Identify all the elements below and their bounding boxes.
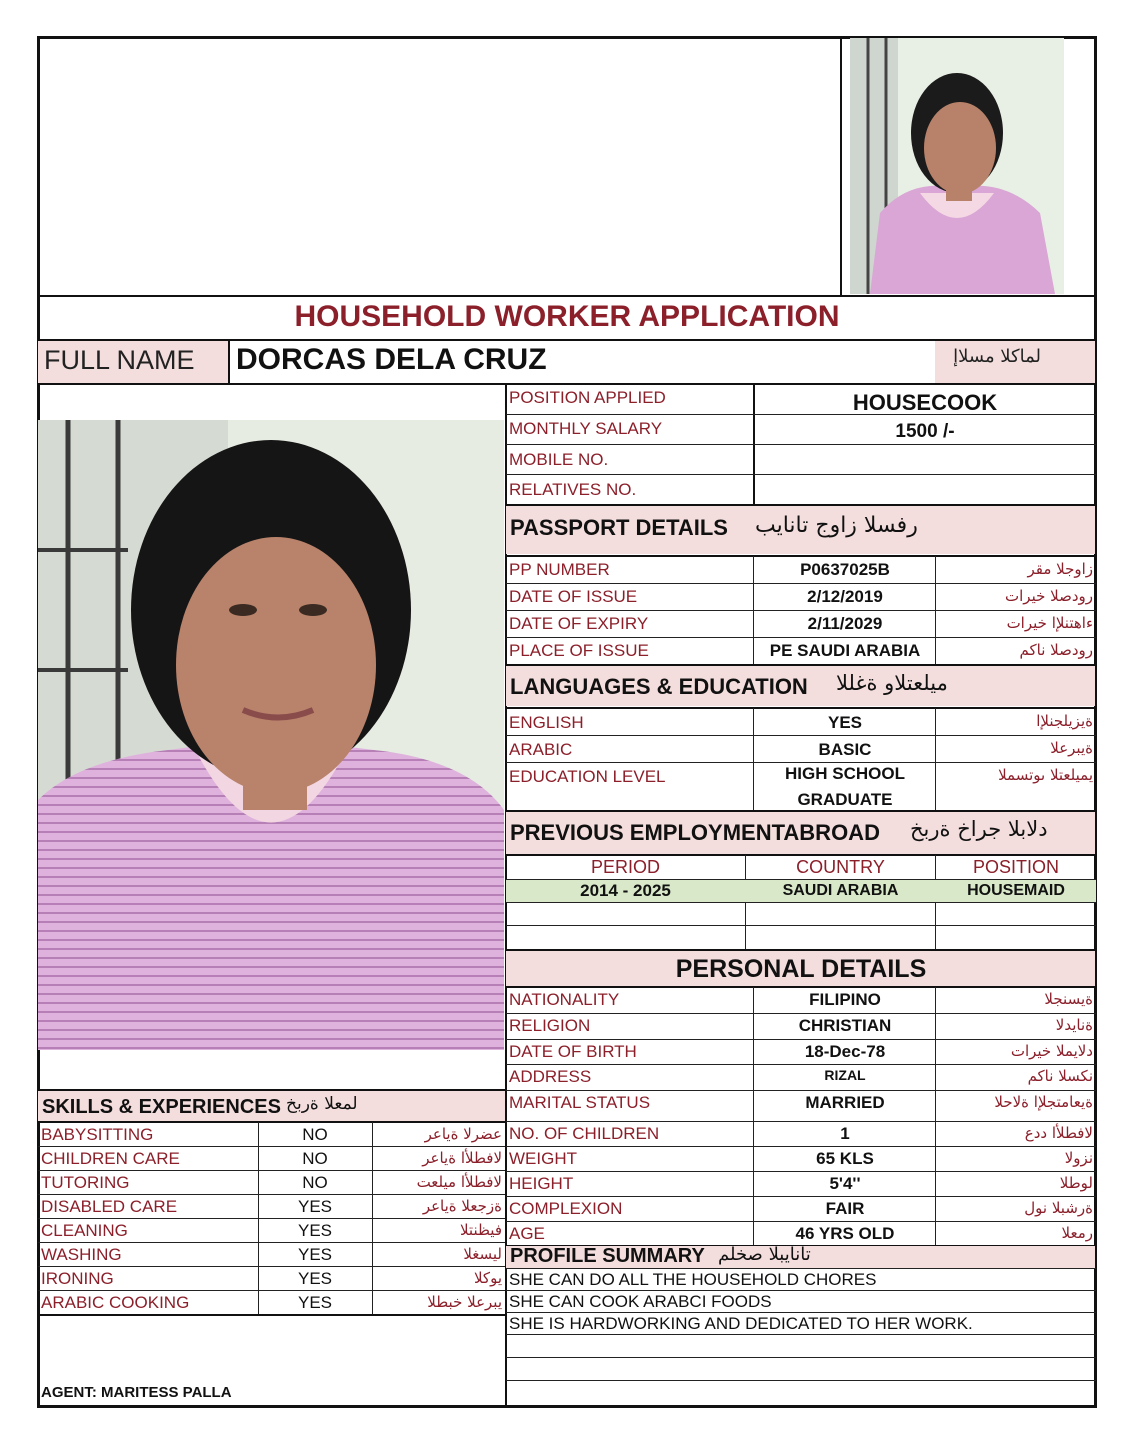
- top-divider: [840, 38, 842, 296]
- passport-row-arabic: رودصلا خيرات: [1005, 587, 1093, 605]
- personal-row-value: FILIPINO: [809, 990, 881, 1009]
- row-line: [506, 1221, 1096, 1222]
- mobile-no-label: MOBILE NO.: [509, 450, 609, 469]
- row-line: [506, 414, 1096, 415]
- personal-row-arabic: ةيعامتجلإا ةلاحلا: [994, 1093, 1093, 1111]
- passport-row-label: DATE OF EXPIRY: [509, 614, 649, 633]
- passport-row-label: PP NUMBER: [509, 560, 610, 579]
- passport-row-arabic: ءاهتنلإا خيرات: [1006, 614, 1093, 632]
- education-level-arabic: يميلعتلا ىوتسملا: [998, 766, 1093, 784]
- personal-row-label: RELIGION: [509, 1016, 591, 1035]
- row-line: [506, 1268, 1096, 1269]
- skill-row-value: YES: [297, 1197, 333, 1216]
- passport-row-label: PLACE OF ISSUE: [509, 641, 649, 660]
- row-line: [506, 610, 1096, 611]
- personal-row-arabic: لافطلأا ددع: [1024, 1124, 1093, 1142]
- skills-arabic-title: لمعلا ةربخ: [286, 1094, 358, 1114]
- personal-row-arabic: رمعلا: [1061, 1224, 1093, 1242]
- row-line: [506, 902, 1096, 903]
- skill-row-value: YES: [297, 1269, 333, 1288]
- personal-row-arabic: ةيسنجلا: [1044, 990, 1093, 1008]
- personal-row-value: CHRISTIAN: [798, 1016, 892, 1035]
- personal-row-label: AGE: [509, 1224, 545, 1243]
- personal-row-arabic: نكسلا ناكم: [1027, 1067, 1093, 1085]
- row-line: [506, 1357, 1096, 1358]
- row-line: [506, 444, 1096, 445]
- skill-row-label: TUTORING: [41, 1173, 130, 1192]
- personal-row-value: 46 YRS OLD: [795, 1224, 895, 1243]
- row-line: [506, 1146, 1096, 1147]
- name-row-bottom-line: [38, 383, 1096, 385]
- personal-row-value: RIZAL: [824, 1067, 866, 1083]
- small-portrait-photo: [850, 38, 1064, 294]
- row-line: [38, 1170, 505, 1171]
- relatives-no-label: RELATIVES NO.: [509, 480, 637, 499]
- skills-section-title: SKILLS & EXPERIENCES: [42, 1096, 281, 1118]
- languages-section-title: LANGUAGES & EDUCATION: [510, 674, 808, 699]
- personal-row-label: MARITAL STATUS: [509, 1093, 651, 1112]
- languages-arabic-title: ميلعتلاو ةغللا: [836, 671, 948, 695]
- col-line: [753, 708, 754, 810]
- english-label: ENGLISH: [509, 713, 584, 732]
- personal-row-value: 5'4'': [829, 1174, 861, 1193]
- personal-row-value: 1: [840, 1124, 850, 1143]
- personal-row-label: HEIGHT: [509, 1174, 574, 1193]
- row-line: [506, 1290, 1096, 1291]
- personal-row-value: MARRIED: [805, 1093, 885, 1112]
- passport-section-title: PASSPORT DETAILS: [510, 515, 728, 540]
- skill-row-value: YES: [297, 1245, 333, 1264]
- personal-row-arabic: نزولا: [1064, 1149, 1093, 1167]
- full-name-arabic: لماكلا مسلاإ: [953, 346, 1041, 367]
- full-name-value: DORCAS DELA CRUZ: [236, 343, 547, 376]
- skill-row-arabic: ليسغلا: [463, 1245, 502, 1263]
- row-line: [38, 1218, 505, 1219]
- education-level-value-line1: HIGH SCHOOL: [785, 764, 905, 783]
- passport-row-value: PE SAUDI ARABIA: [769, 641, 921, 660]
- arabic-label: ARABIC: [509, 740, 573, 759]
- personal-row-label: DATE OF BIRTH: [509, 1042, 637, 1061]
- row-line: [506, 474, 1096, 475]
- row-line: [506, 555, 1096, 557]
- skill-row-value: NO: [302, 1125, 328, 1144]
- skill-row-value: YES: [297, 1293, 333, 1312]
- row-line: [506, 854, 1096, 856]
- skill-row-label: CLEANING: [41, 1221, 128, 1240]
- skill-row-label: WASHING: [41, 1245, 122, 1264]
- english-value: YES: [827, 713, 863, 732]
- skill-row-arabic: يبرعلا خبطلا: [427, 1293, 502, 1311]
- row-line: [506, 1121, 1096, 1122]
- col-line: [753, 987, 754, 1245]
- skill-row-label: DISABLED CARE: [41, 1197, 178, 1216]
- personal-row-value: 18-Dec-78: [804, 1042, 886, 1061]
- top-section-bottom-line: [38, 295, 1096, 297]
- personal-row-value: 65 KLS: [816, 1149, 874, 1168]
- personal-section-title: PERSONAL DETAILS: [675, 955, 927, 983]
- row-line: [506, 1013, 1096, 1014]
- personal-row-label: NATIONALITY: [509, 990, 620, 1009]
- personal-row-arabic: دلايملا خيرات: [1010, 1042, 1093, 1060]
- row-line: [506, 762, 1096, 763]
- row-line: [506, 1064, 1096, 1065]
- passport-row-value: P0637025B: [800, 560, 890, 579]
- row-line: [506, 707, 1096, 709]
- employment-row-position: HOUSEMAID: [967, 882, 1065, 899]
- main-portrait-photo: [38, 420, 504, 1050]
- profile-line-1: SHE CAN DO ALL THE HOUSEHOLD CHORES: [509, 1270, 877, 1289]
- skill-row-arabic: لافطلأا ةياعر: [422, 1149, 502, 1167]
- page-title: HOUSEHOLD WORKER APPLICATION: [294, 300, 840, 333]
- row-line: [506, 986, 1096, 988]
- employment-arabic-title: دلابلا جراخ ةربخ: [910, 817, 1048, 841]
- passport-row-arabic: زاوجلا مقر: [1027, 560, 1093, 578]
- skill-row-arabic: يوكلا: [473, 1269, 502, 1287]
- col-line: [935, 987, 936, 1245]
- row-line: [38, 1266, 505, 1267]
- row-line: [506, 1196, 1096, 1197]
- full-name-divider: [228, 341, 230, 383]
- row-line: [506, 1171, 1096, 1172]
- arabic-value: BASIC: [818, 740, 872, 759]
- row-line: [506, 735, 1096, 736]
- education-level-value-line2: GRADUATE: [797, 790, 893, 809]
- row-line: [506, 1312, 1096, 1313]
- profile-line-2: SHE CAN COOK ARABCI FOODS: [509, 1292, 772, 1311]
- personal-row-arabic: ةرشبلا نول: [1024, 1199, 1093, 1217]
- employment-row-period: 2014 - 2025: [580, 881, 671, 900]
- position-applied-label: POSITION APPLIED: [509, 388, 666, 407]
- row-line: [38, 1194, 505, 1195]
- personal-row-arabic: لوطلا: [1059, 1174, 1093, 1192]
- skill-row-label: IRONING: [41, 1269, 114, 1288]
- row-line: [506, 583, 1096, 584]
- passport-arabic-title: رفسلا زاوج تانايب: [755, 513, 918, 538]
- row-line: [38, 1314, 505, 1316]
- passport-row-value: 2/12/2019: [807, 587, 883, 606]
- skill-row-label: BABYSITTING: [41, 1125, 154, 1144]
- row-line: [506, 1090, 1096, 1091]
- profile-line-3: SHE IS HARDWORKING AND DEDICATED TO HER WORK.: [509, 1314, 973, 1333]
- passport-row-value: 2/11/2029: [807, 614, 883, 633]
- employment-header-country: COUNTRY: [796, 857, 885, 877]
- arabic-arabic: ةيبرعلا: [1050, 739, 1093, 757]
- row-line: [506, 1380, 1096, 1381]
- skill-row-value: NO: [302, 1149, 328, 1168]
- personal-row-label: NO. OF CHILDREN: [509, 1124, 660, 1143]
- row-line: [38, 1242, 505, 1243]
- agent-name: AGENT: MARITESS PALLA: [41, 1384, 232, 1401]
- profile-section-title: PROFILE SUMMARY: [510, 1245, 705, 1267]
- skill-row-label: CHILDREN CARE: [41, 1149, 180, 1168]
- personal-row-label: COMPLEXION: [509, 1199, 623, 1218]
- employment-header-position: POSITION: [972, 857, 1059, 877]
- row-line: [38, 1290, 505, 1291]
- col-line: [935, 708, 936, 810]
- position-applied-value: HOUSECOOK: [852, 390, 998, 415]
- personal-row-value: FAIR: [825, 1199, 865, 1218]
- personal-row-label: WEIGHT: [509, 1149, 577, 1168]
- skill-row-value: YES: [297, 1221, 333, 1240]
- passport-row-label: DATE OF ISSUE: [509, 587, 638, 606]
- passport-row-arabic: رودصلا ناكم: [1019, 641, 1093, 659]
- row-line: [38, 1121, 505, 1123]
- skill-row-arabic: ةزجعلا ةياعر: [422, 1197, 502, 1215]
- row-line: [506, 637, 1096, 638]
- personal-row-label: ADDRESS: [509, 1067, 592, 1086]
- skill-row-value: NO: [302, 1173, 328, 1192]
- monthly-salary-label: MONTHLY SALARY: [509, 419, 663, 438]
- monthly-salary-value: 1500 /-: [895, 421, 955, 442]
- row-line: [506, 1039, 1096, 1040]
- skill-row-arabic: فيظنتلا: [459, 1221, 502, 1239]
- row-line: [506, 925, 1096, 926]
- row-line: [506, 1334, 1096, 1335]
- profile-arabic-title: تانايبلا صخلم: [718, 1244, 811, 1265]
- employment-row-country: SAUDI ARABIA: [782, 882, 899, 899]
- employment-section-title: PREVIOUS EMPLOYMENTABROAD: [510, 820, 880, 845]
- education-level-label: EDUCATION LEVEL: [509, 767, 666, 786]
- skill-row-arabic: عضرلا ةياعر: [424, 1125, 502, 1143]
- skill-row-arabic: لافطلأا ميلعت: [416, 1173, 502, 1191]
- full-name-label: FULL NAME: [44, 345, 195, 375]
- personal-row-arabic: ةنايدلا: [1055, 1016, 1093, 1034]
- row-line: [38, 1146, 505, 1147]
- employment-header-period: PERIOD: [590, 857, 660, 877]
- english-arabic: ةيزيلجنلإا: [1036, 712, 1093, 730]
- skill-row-label: ARABIC COOKING: [41, 1293, 190, 1312]
